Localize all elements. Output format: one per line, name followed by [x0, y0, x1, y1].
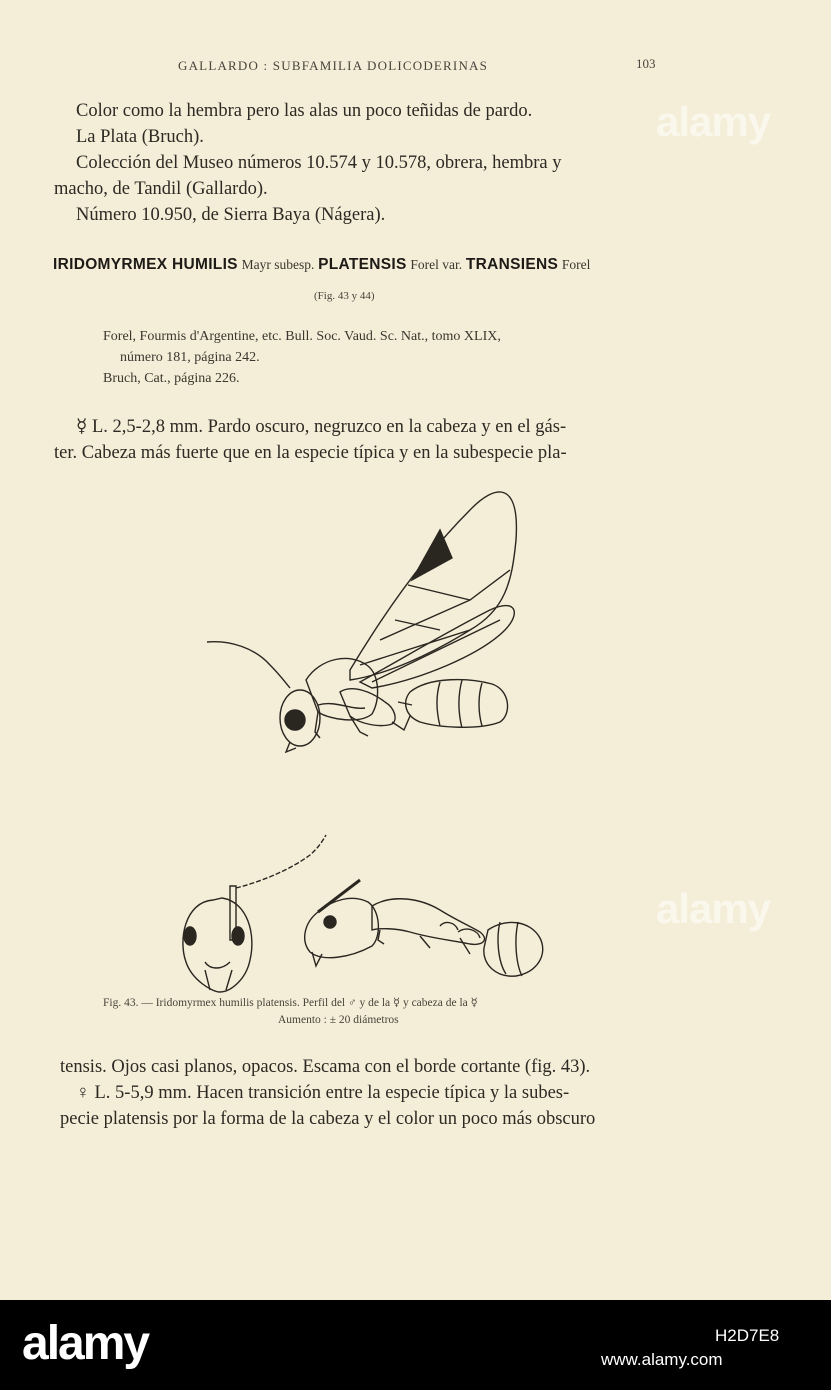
image-code: H2D7E8 — [715, 1326, 780, 1345]
page-number: 103 — [636, 56, 656, 71]
genus-name: IRIDOMYRMEX HUMILIS — [53, 256, 238, 273]
worker-head-drawing — [183, 835, 326, 992]
male-antenna — [207, 642, 290, 688]
description-line-3: tensis. Ojos casi planos, opacos. Escama con el borde cortante (fig. 43). — [60, 1057, 591, 1077]
running-title: GALLARDO : SUBFAMILIA DOLICODERINAS — [178, 58, 489, 73]
worker-profile-gaster — [484, 922, 543, 976]
male-gaster — [406, 680, 508, 728]
intro-line-2: La Plata (Bruch). — [76, 127, 204, 147]
worker-profile-head — [305, 898, 379, 957]
figure-caption-line-1: Fig. 43. — Iridomyrmex humilis platensis. Perfil del ♂ y de la ☿ y cabeza de la ☿ — [103, 997, 478, 1009]
author-2: Forel var. — [410, 257, 463, 272]
watermark-alamy-2: alamy — [656, 885, 771, 932]
bibliography-line-2: número 181, página 242. — [120, 350, 260, 365]
intro-line-3: Colección del Museo números 10.574 y 10.578, obrera, hembra y — [76, 153, 562, 173]
author-3: Forel — [561, 257, 591, 272]
species-heading — [53, 256, 590, 274]
bibliography-line-3: Bruch, Cat., página 226. — [103, 371, 240, 386]
author-1: Mayr subesp. — [241, 257, 315, 272]
description-line-1: ☿ L. 2,5-2,8 mm. Pardo oscuro, negruzco en la cabeza y en el gás- — [76, 417, 567, 437]
description-line-4: ♀ L. 5-5,9 mm. Hacen transición entre la especie típica y la subes- — [76, 1083, 570, 1103]
worker-profile-drawing — [305, 880, 543, 976]
description-line-5: pecie platensis por la forma de la cabeza y el color un poco más obscuro — [60, 1109, 596, 1129]
alamy-logo: alamy — [22, 1317, 149, 1370]
intro-line-1: Color como la hembra pero las alas un poco teñidas de pardo. — [76, 101, 533, 121]
worker-antenna — [236, 835, 326, 888]
bibliography-line-1: Forel, Fourmis d'Argentine, etc. Bull. Soc. Vaud. Sc. Nat., tomo XLIX, — [103, 329, 501, 344]
worker-profile-eye — [324, 916, 336, 928]
watermark-alamy-1: alamy — [656, 98, 771, 145]
intro-line-4: macho, de Tandil (Gallardo). — [54, 179, 268, 199]
male-thorax — [306, 658, 378, 719]
figure-caption-line-2: Aumento : ± 20 diámetros — [278, 1014, 399, 1026]
worker-eye-left — [184, 927, 196, 945]
intro-line-5: Número 10.950, de Sierra Baya (Nágera). — [76, 205, 386, 225]
worker-eye-right — [232, 927, 244, 945]
subspecies-name: PLATENSIS — [318, 256, 407, 273]
description-line-2: ter. Cabeza más fuerte que en la especie típica y en la subespecie pla- — [54, 443, 567, 463]
figure-reference: (Fig. 43 y 44) — [314, 290, 375, 302]
male-eye — [285, 710, 305, 730]
alamy-url: www.alamy.com — [601, 1350, 723, 1369]
worker-profile-thorax — [372, 899, 485, 945]
variety-name: TRANSIENS — [465, 256, 559, 273]
worker-head-outline — [183, 898, 252, 992]
male-ant-drawing — [207, 492, 516, 752]
